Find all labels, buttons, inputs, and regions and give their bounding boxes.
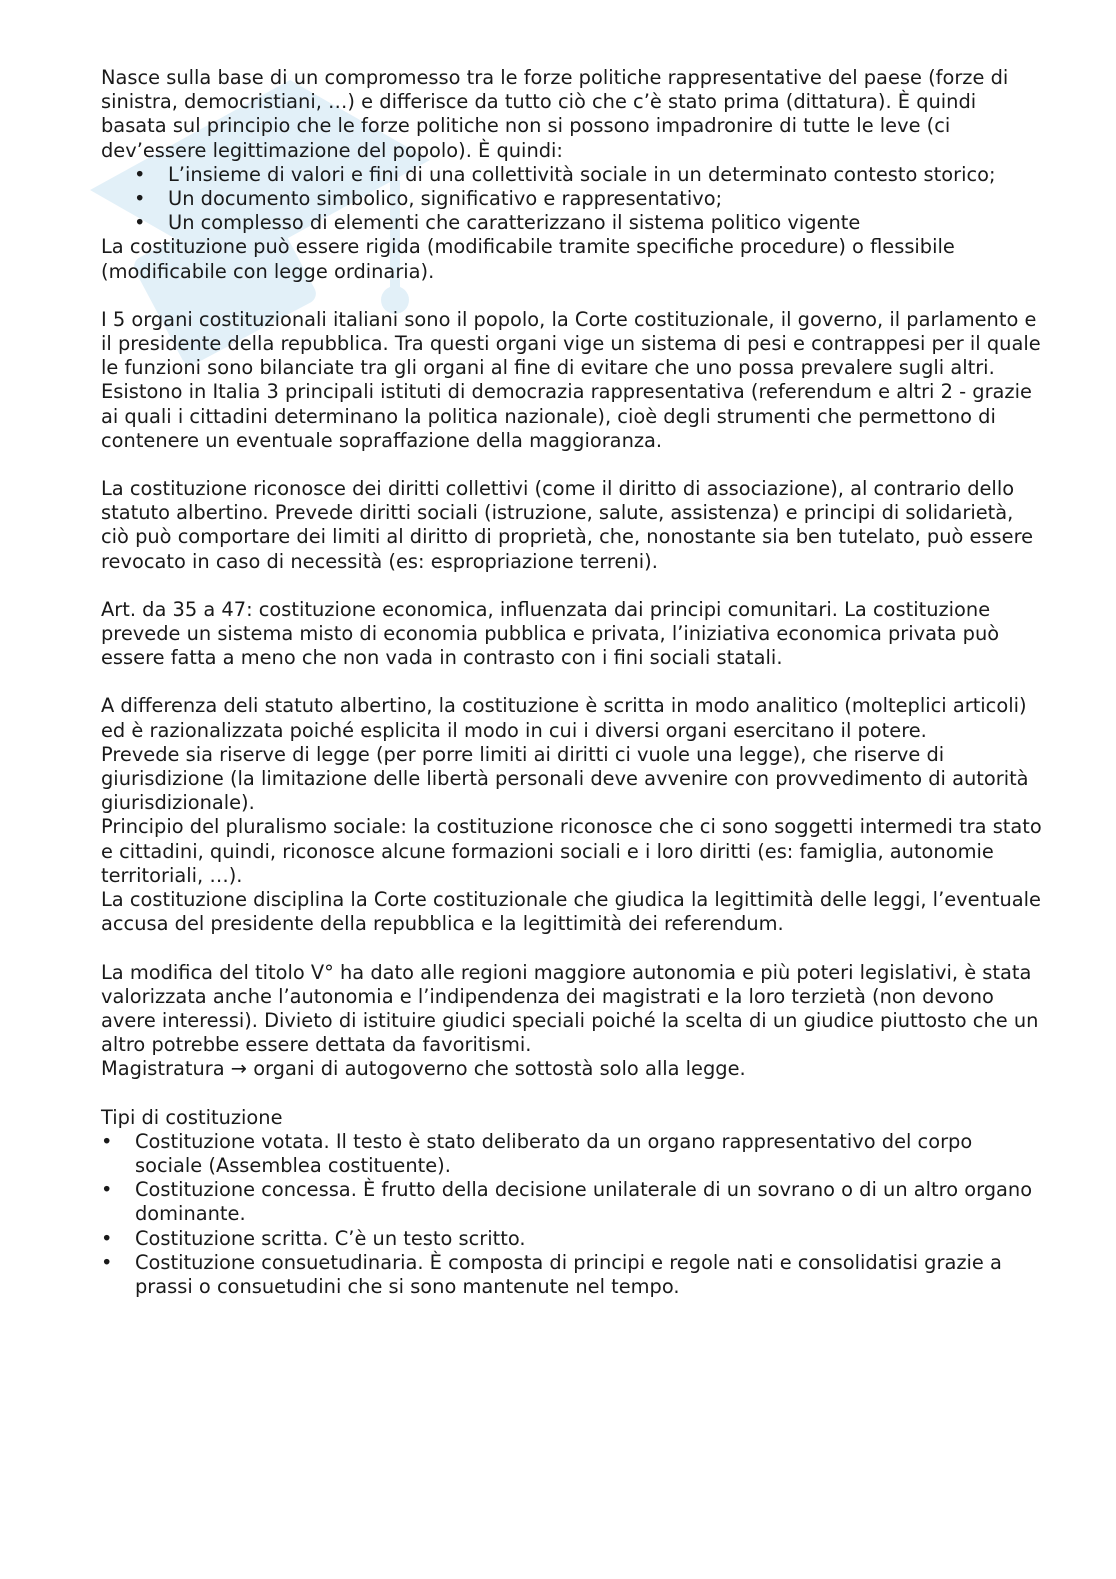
bullet: • <box>134 211 146 235</box>
paragraph-istituti: Esistono in Italia 3 principali istituti di democrazia rappresentativa (referendum e altri 2 - grazie ai quali i cittadini determinano la politica nazionale), cioè degli strumenti che permettono di contenere un eventuale sopraffazione della maggioranza. <box>101 380 1032 452</box>
list-item: • Costituzione concessa. È frutto della decisione unilaterale di un sovrano o di un altro organo dominante. <box>101 1178 1033 1226</box>
tipi-list <box>101 1130 1045 1299</box>
paragraph-analitica: A differenza deli statuto albertino, la costituzione è scritta in modo analitico (molteplici articoli) ed è razionalizzata poiché esplicita il modo in cui i diversi organi esercitano il potere. <box>101 694 1027 742</box>
section-heading-tipi: Tipi di costituzione <box>101 1105 283 1129</box>
paragraph-intro: Nasce sulla base di un compromesso tra le forze politiche rappresentative del paese (forze di sinistra, democristiani, …) e differisce da tutto ciò che c’è stato prima (dittatura). È quindi basata sul principio che le forze politiche non si possono impadronire di tutte le leve (ci dev’essere legittimazione del popolo). È quindi: <box>101 66 1009 162</box>
list-item: • Costituzione scritta. C’è un testo scritto. <box>101 1226 526 1250</box>
paragraph-diritti: La costituzione riconosce dei diritti collettivi (come il diritto di associazione), al contrario dello statuto albertino. Prevede diritti sociali (istruzione, salute, assistenza) e principi di solidarietà, ciò può comportare dei limiti al diritto di proprietà, che, nonostante sia ben tutelato, può essere revocato in caso di necessità (es: espropriazione terreni). <box>101 477 1034 573</box>
paragraph-organi: I 5 organi costituzionali italiani sono il popolo, la Corte costituzionale, il governo, il parlamento e il presidente della repubblica. Tra questi organi vige un sistema di pesi e contrappesi per il quale le funzioni sono bilanciate tra gli organi al fine di evitare che uno possa prevalere sugli altri. <box>101 307 1041 380</box>
paragraph-magistratura: Magistratura → organi di autogoverno che sottostà solo alla legge. <box>101 1057 746 1081</box>
list-item: • Costituzione consuetudinaria. È composta di principi e regole nati e consolidatisi grazie a prassi o consuetudini che si sono mantenute nel tempo. <box>101 1250 1002 1298</box>
intro-list <box>101 163 1045 236</box>
list-item: • Un documento simbolico, significativo e rappresentativo; <box>134 187 723 211</box>
paragraph-economica: Art. da 35 a 47: costituzione economica, influenzata dai principi comunitari. La costituzione prevede un sistema misto di economia pubblica e privata, l’iniziativa economica privata può essere fatta a meno che non vada in contrasto con i fini sociali statali. <box>101 597 1000 670</box>
bullet: • <box>101 1250 113 1274</box>
paragraph-riserve: Prevede sia riserve di legge (per porre limiti ai diritti ci vuole una legge), che riserve di giurisdizione (la limitazione delle libertà personali deve avvenire con provvedimento di autorità giurisdizionale). <box>101 742 1029 815</box>
bullet: • <box>134 187 146 211</box>
list-item: • Un complesso di elementi che caratterizzano il sistema politico vigente <box>134 211 861 235</box>
bullet: • <box>101 1129 113 1153</box>
bullet: • <box>101 1178 113 1202</box>
document-body <box>101 66 1045 1299</box>
paragraph-corte: La costituzione disciplina la Corte costituzionale che giudica la legittimità delle leggi, l’eventuale accusa del presidente della repubblica e la legittimità dei referendum. <box>101 888 1041 936</box>
paragraph-titolo: La modifica del titolo V° ha dato alle regioni maggiore autonomia e più poteri legislativi, è stata valorizzata anche l’autonomia e l’indipendenza dei magistrati e la loro terzietà (non devono avere interessi). Divieto di istituire giudici speciali poiché la scelta di un giudice piuttosto che un altro potrebbe essere dettata da favoritismi. <box>101 960 1039 1057</box>
list-item: • Costituzione votata. Il testo è stato deliberato da un organo rappresentativo del corpo sociale (Assemblea costituente). <box>101 1129 973 1177</box>
paragraph-rigida: La costituzione può essere rigida (modificabile tramite specifiche procedure) o flessibile (modificabile con legge ordinaria). <box>101 235 955 283</box>
list-item: • L’insieme di valori e fini di una collettività sociale in un determinato contesto storico; <box>134 162 996 186</box>
bullet: • <box>101 1226 113 1250</box>
bullet: • <box>134 162 146 186</box>
paragraph-pluralismo: Principio del pluralismo sociale: la costituzione riconosce che ci sono soggetti intermedi tra stato e cittadini, quindi, riconosce alcune formazioni sociali e i loro diritti (es: famiglia, autonomie territoriali, …). <box>101 815 1042 887</box>
